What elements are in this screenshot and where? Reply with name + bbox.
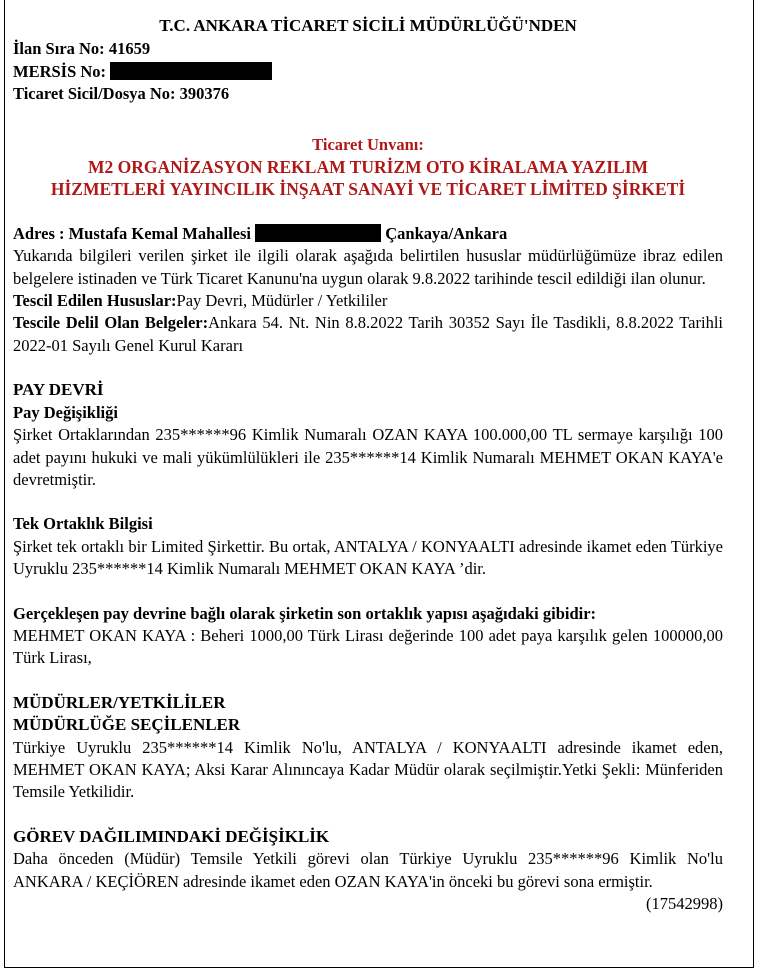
unvan-label: Ticaret Unvanı: — [312, 134, 424, 154]
pay-degisikligi-heading: Pay Değişikliği — [13, 402, 118, 422]
pay-devri-text: Şirket Ortaklarından 235******96 Kimlik Numaralı OZAN KAYA 100.000,00 TL sermaye karşılığı 100 adet payını hukuki ve mali yükümlülükleri ile 235******14 Kimlik Numaralı MEHMET OKAN KAYA'e devretmiştir. — [13, 425, 723, 489]
document-title: T.C. ANKARA TİCARET SİCİLİ MÜDÜRLÜĞÜ'NDEN — [159, 16, 577, 35]
sicil-no: 390376 — [179, 84, 230, 104]
document-content — [13, 15, 723, 915]
address-redaction — [255, 224, 381, 242]
sicil-label: Ticaret Sicil/Dosya No: — [13, 84, 176, 104]
ortaklik-yapisi-heading: Gerçekleşen pay devrine bağlı olarak şirketin son ortaklık yapısı aşağıdaki gibidir: — [13, 603, 597, 623]
mudurluge-secilenler-heading: MÜDÜRLÜĞE SEÇİLENLER — [13, 715, 241, 735]
address-line — [13, 223, 723, 245]
address-city: Çankaya/Ankara — [385, 223, 508, 243]
address-label: Adres : Mustafa Kemal Mahallesi — [13, 223, 252, 243]
mersis-redaction — [110, 62, 272, 80]
belgeler-value: Ankara 54. Nt. Nin 8.8.2022 Tarih 30352 Sayı İle Tasdikli, 8.8.2022 Tarihli 2022-01 Sayılı Genel Kurul Kararı — [13, 313, 723, 355]
sicil-line — [13, 83, 723, 105]
tek-ortaklik-heading: Tek Ortaklık Bilgisi — [13, 514, 153, 534]
hususlar-label: Tescil Edilen Hususlar: — [13, 291, 177, 311]
ilan-label: İlan Sıra No: — [13, 39, 105, 59]
mersis-label: MERSİS No: — [13, 61, 107, 81]
ilan-line — [13, 38, 723, 60]
belgeler-line — [13, 312, 723, 357]
company-name-line2: HİZMETLERİ YAYINCILIK İNŞAAT SANAYİ VE TİCARET LİMİTED ŞİRKETİ — [50, 179, 686, 200]
gorev-text: Daha önceden (Müdür) Temsile Yetkili görevi olan Türkiye Uyruklu 235******96 Kimlik No'lu ANKARA / KEÇİÖREN adresinde ikamet eden OZAN KAYA'in önceki bu görevi sona ermiştir. — [13, 849, 723, 891]
mudurler-heading: MÜDÜRLER/YETKİLİLER — [13, 692, 226, 712]
address-text: Yukarıda bilgileri verilen şirket ile ilgili olarak aşağıda belirtilen hususlar müdürlüğümüze ibraz edilen belgelere istinaden ve Türk Ticaret Kanunu'na uygun olarak 9.8.2022 tarihinde tescil edildiği ilan olunur. — [13, 246, 723, 288]
company-name-line1: M2 ORGANİZASYON REKLAM TURİZM OTO KİRALAMA YAZILIM — [87, 157, 649, 178]
mersis-line — [13, 61, 723, 83]
reference-number: (17542998) — [646, 894, 723, 913]
hususlar-value: Pay Devri, Müdürler / Yetkililer — [176, 291, 388, 311]
gorev-heading: GÖREV DAĞILIMINDAKİ DEĞİŞİKLİK — [13, 826, 330, 846]
tek-ortaklik-text: Şirket tek ortaklı bir Limited Şirkettir. Bu ortak, ANTALYA / KONYAALTI adresinde ikamet eden Türkiye Uyruklu 235******14 Kimlik Numaralı MEHMET OKAN KAYA ’dir. — [13, 536, 723, 579]
hususlar-line — [13, 290, 723, 312]
belgeler-label: Tescile Delil Olan Belgeler: — [13, 313, 209, 333]
mudurler-text: Türkiye Uyruklu 235******14 Kimlik No'lu, ANTALYA / KONYAALTI adresinde ikamet eden, MEHMET OKAN KAYA; Aksi Karar Alınıncaya Kadar Müdür olarak seçilmiştir.Yetki Şekli: Münferiden Temsile Yetkilidir. — [13, 737, 723, 802]
ortaklik-yapisi-text: MEHMET OKAN KAYA : Beheri 1000,00 Türk Lirası değerinde 100 adet paya karşılık gelen 100000,00 Türk Lirası, — [13, 625, 723, 668]
pay-devri-heading: PAY DEVRİ — [13, 380, 104, 400]
ilan-no: 41659 — [108, 39, 151, 59]
